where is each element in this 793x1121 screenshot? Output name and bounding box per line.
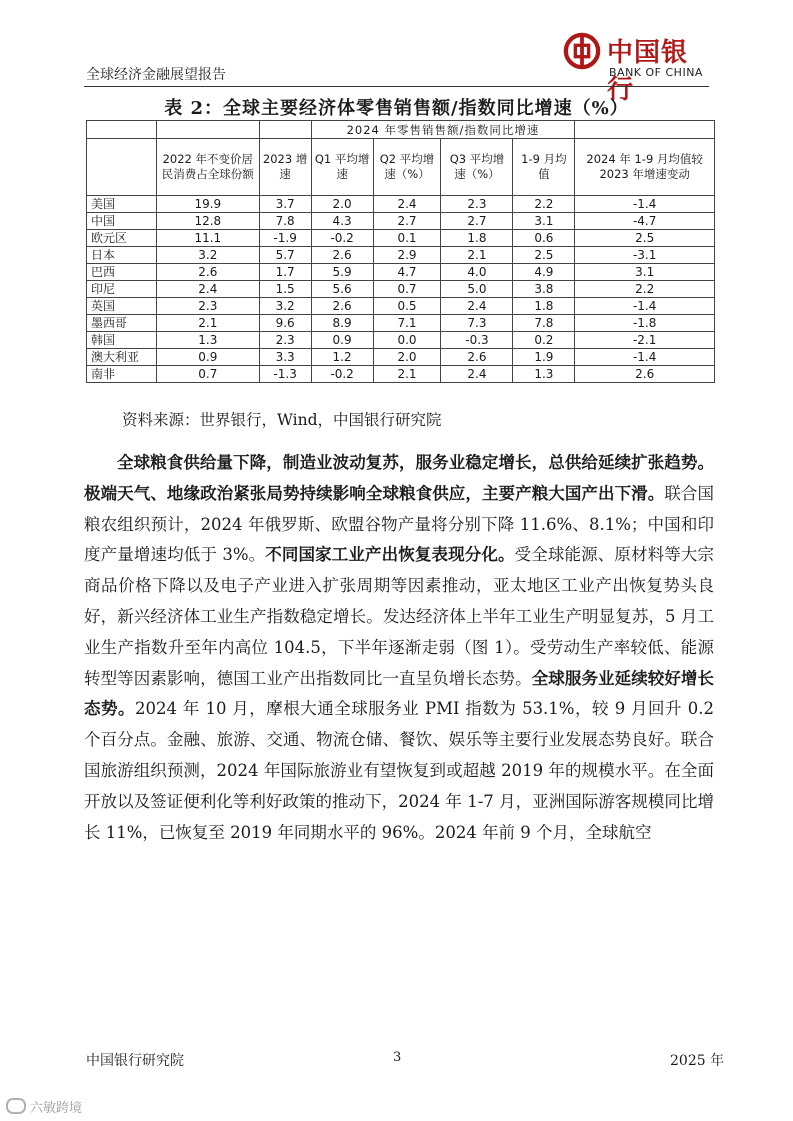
value-cell: 1.8 (441, 230, 513, 247)
value-cell: -0.2 (311, 366, 373, 383)
table-source: 资料来源：世界银行，Wind，中国银行研究院 (122, 411, 442, 429)
header-blank-cell (259, 121, 311, 139)
value-cell: 7.8 (513, 315, 575, 332)
country-cell: 英国 (87, 298, 157, 315)
bold-lead-1: 全球粮食供给量下降，制造业波动复苏，服务业稳定增长，总供给延续扩张趋势。极端天气、地缘政治紧张局势持续影响全球粮食供应，主要产粮大国产出下滑。 (84, 453, 714, 503)
value-cell: -1.8 (575, 315, 715, 332)
column-header: 1-9 月均值 (513, 139, 575, 196)
header-blank-cell (156, 121, 259, 139)
value-cell: 2.3 (441, 196, 513, 213)
value-cell: 2.1 (441, 247, 513, 264)
logo-chinese-name: 中国银行 (607, 38, 689, 105)
value-cell: 11.1 (156, 230, 259, 247)
value-cell: 2.7 (441, 213, 513, 230)
value-cell: 3.1 (575, 264, 715, 281)
country-cell: 澳大利亚 (87, 349, 157, 366)
bold-lead-3: 全球服务业延续较好增长态势。 (84, 668, 715, 719)
value-cell: 2.2 (575, 281, 715, 298)
value-cell: 0.7 (156, 366, 259, 383)
value-cell: 0.9 (156, 349, 259, 366)
table-title: 表 2：全球主要经济体零售销售额/指数同比增速（%） (164, 98, 629, 119)
header-blank-cell (87, 121, 157, 139)
column-header: 2024 年 1-9 月均值较 2023 年增速变动 (575, 139, 715, 196)
value-cell: 5.6 (311, 281, 373, 298)
value-cell: -0.3 (441, 332, 513, 349)
value-cell: 8.9 (311, 315, 373, 332)
value-cell: 5.7 (259, 247, 311, 264)
value-cell: 3.2 (156, 247, 259, 264)
value-cell: 1.5 (259, 281, 311, 298)
value-cell: 2.4 (373, 196, 441, 213)
table-row (87, 196, 715, 213)
watermark-text: 六敏跨境 (30, 1101, 83, 1116)
page-number: 3 (393, 1050, 402, 1065)
value-cell: 0.1 (373, 230, 441, 247)
value-cell: -3.1 (575, 247, 715, 264)
country-cell: 南非 (87, 366, 157, 383)
value-cell: -1.4 (575, 349, 715, 366)
value-cell: 9.6 (259, 315, 311, 332)
value-cell: 2.0 (311, 196, 373, 213)
value-cell: 2.5 (575, 230, 715, 247)
value-cell: 0.5 (373, 298, 441, 315)
body-text-3: 2024 年 10 月，摩根大通全球服务业 PMI 指数为 53.1%，较 9 月回升 0.2 个百分点。金融、旅游、交通、物流仓储、餐饮、娱乐等主要行业发展态势良好。联合国旅游组织预测，2024 年国际旅游业有望恢复到或超越 2019 年的规模水平。在全面开放以及签证便利化等利好政策的推动下，2024 年 1-7 月，亚洲国际游客规模同比增长 11%，已恢复至 2019 年同期水平的 96%。2024 年前 9 个月，全球航空 (84, 699, 714, 842)
report-title: 全球经济金融展望报告 (86, 67, 226, 83)
value-cell: -1.3 (259, 366, 311, 383)
table-row (87, 264, 715, 281)
table-row (87, 366, 715, 383)
table-row (87, 281, 715, 298)
value-cell: 2.4 (441, 298, 513, 315)
value-cell: 2.3 (156, 298, 259, 315)
retail-sales-table (86, 120, 715, 383)
value-cell: 19.9 (156, 196, 259, 213)
value-cell: 7.8 (259, 213, 311, 230)
value-cell: 2.2 (513, 196, 575, 213)
table-row (87, 349, 715, 366)
body-paragraph (84, 448, 714, 848)
value-cell: 1.9 (513, 349, 575, 366)
table-row (87, 315, 715, 332)
value-cell: 0.7 (373, 281, 441, 298)
bank-logo (563, 30, 713, 105)
country-cell: 日本 (87, 247, 157, 264)
value-cell: 2.9 (373, 247, 441, 264)
body-text-2: 受全球能源、原材料等大宗商品价格下降以及电子产业进入扩张周期等因素推动，亚太地区工业产出恢复势头良好，新兴经济体工业生产指数稳定增长。发达经济体上半年工业生产明显复苏，5 月工业生产指数升至年内高位 104.5，下半年逐渐走弱（图 1）。受劳动生产率较低、能源转型等因素影响，德国工业产出指数同比一直呈负增长态势。 (84, 545, 715, 688)
watermark (6, 1097, 82, 1116)
value-cell: 2.4 (441, 366, 513, 383)
value-cell: 1.2 (311, 349, 373, 366)
value-cell: 5.0 (441, 281, 513, 298)
header-divider (84, 86, 709, 87)
value-cell: 2.6 (575, 366, 715, 383)
value-cell: 1.3 (156, 332, 259, 349)
value-cell: -1.4 (575, 196, 715, 213)
country-cell: 印尼 (87, 281, 157, 298)
table-row (87, 247, 715, 264)
table-row (87, 230, 715, 247)
value-cell: 3.7 (259, 196, 311, 213)
value-cell: 2.4 (156, 281, 259, 298)
table-row (87, 298, 715, 315)
value-cell: 2.6 (311, 298, 373, 315)
value-cell: 3.2 (259, 298, 311, 315)
value-cell: -2.1 (575, 332, 715, 349)
value-cell: 1.8 (513, 298, 575, 315)
country-cell: 韩国 (87, 332, 157, 349)
table-row (87, 213, 715, 230)
group-header: 2024 年零售销售额/指数同比增速 (311, 121, 575, 139)
value-cell: 2.1 (373, 366, 441, 383)
column-header: Q1 平均增速 (311, 139, 373, 196)
footer-year: 2025 年 (670, 1053, 725, 1069)
column-header: Q3 平均增速（%） (441, 139, 513, 196)
value-cell: 2.5 (513, 247, 575, 264)
value-cell: 1.7 (259, 264, 311, 281)
bold-lead-2: 不同国家工业产出恢复表现分化。 (265, 545, 515, 565)
value-cell: 0.9 (311, 332, 373, 349)
value-cell: 5.9 (311, 264, 373, 281)
value-cell: 3.8 (513, 281, 575, 298)
logo-english-name: BANK OF CHINA (609, 66, 703, 79)
value-cell: 0.6 (513, 230, 575, 247)
value-cell: 7.1 (373, 315, 441, 332)
column-header: 2022 年不变价居民消费占全球份额 (156, 139, 259, 196)
value-cell: 12.8 (156, 213, 259, 230)
value-cell: -1.4 (575, 298, 715, 315)
value-cell: 0.2 (513, 332, 575, 349)
value-cell: 4.3 (311, 213, 373, 230)
header-blank-cell (87, 139, 157, 196)
body-text-1: 联合国粮农组织预计，2024 年俄罗斯、欧盟谷物产量将分别下降 11.6%、8.1%；中国和印度产量增速均低于 3%。 (84, 483, 715, 565)
value-cell: 3.1 (513, 213, 575, 230)
country-cell: 中国 (87, 213, 157, 230)
value-cell: 7.3 (441, 315, 513, 332)
value-cell: 1.3 (513, 366, 575, 383)
value-cell: 4.7 (373, 264, 441, 281)
value-cell: 4.0 (441, 264, 513, 281)
value-cell: 2.3 (259, 332, 311, 349)
header-blank-cell (575, 121, 715, 139)
watermark-icon (6, 1098, 26, 1114)
value-cell: 4.9 (513, 264, 575, 281)
value-cell: -0.2 (311, 230, 373, 247)
country-cell: 欧元区 (87, 230, 157, 247)
column-header: 2023 增速 (259, 139, 311, 196)
value-cell: 2.6 (441, 349, 513, 366)
column-header: Q2 平均增速（%） (373, 139, 441, 196)
value-cell: 2.1 (156, 315, 259, 332)
value-cell: 0.0 (373, 332, 441, 349)
value-cell: -4.7 (575, 213, 715, 230)
country-cell: 墨西哥 (87, 315, 157, 332)
value-cell: -1.9 (259, 230, 311, 247)
country-cell: 巴西 (87, 264, 157, 281)
value-cell: 2.7 (373, 213, 441, 230)
value-cell: 2.6 (156, 264, 259, 281)
boc-logo-icon (563, 32, 601, 70)
footer-org: 中国银行研究院 (86, 1053, 184, 1069)
value-cell: 2.0 (373, 349, 441, 366)
value-cell: 3.3 (259, 349, 311, 366)
country-cell: 美国 (87, 196, 157, 213)
table-row (87, 332, 715, 349)
value-cell: 2.6 (311, 247, 373, 264)
